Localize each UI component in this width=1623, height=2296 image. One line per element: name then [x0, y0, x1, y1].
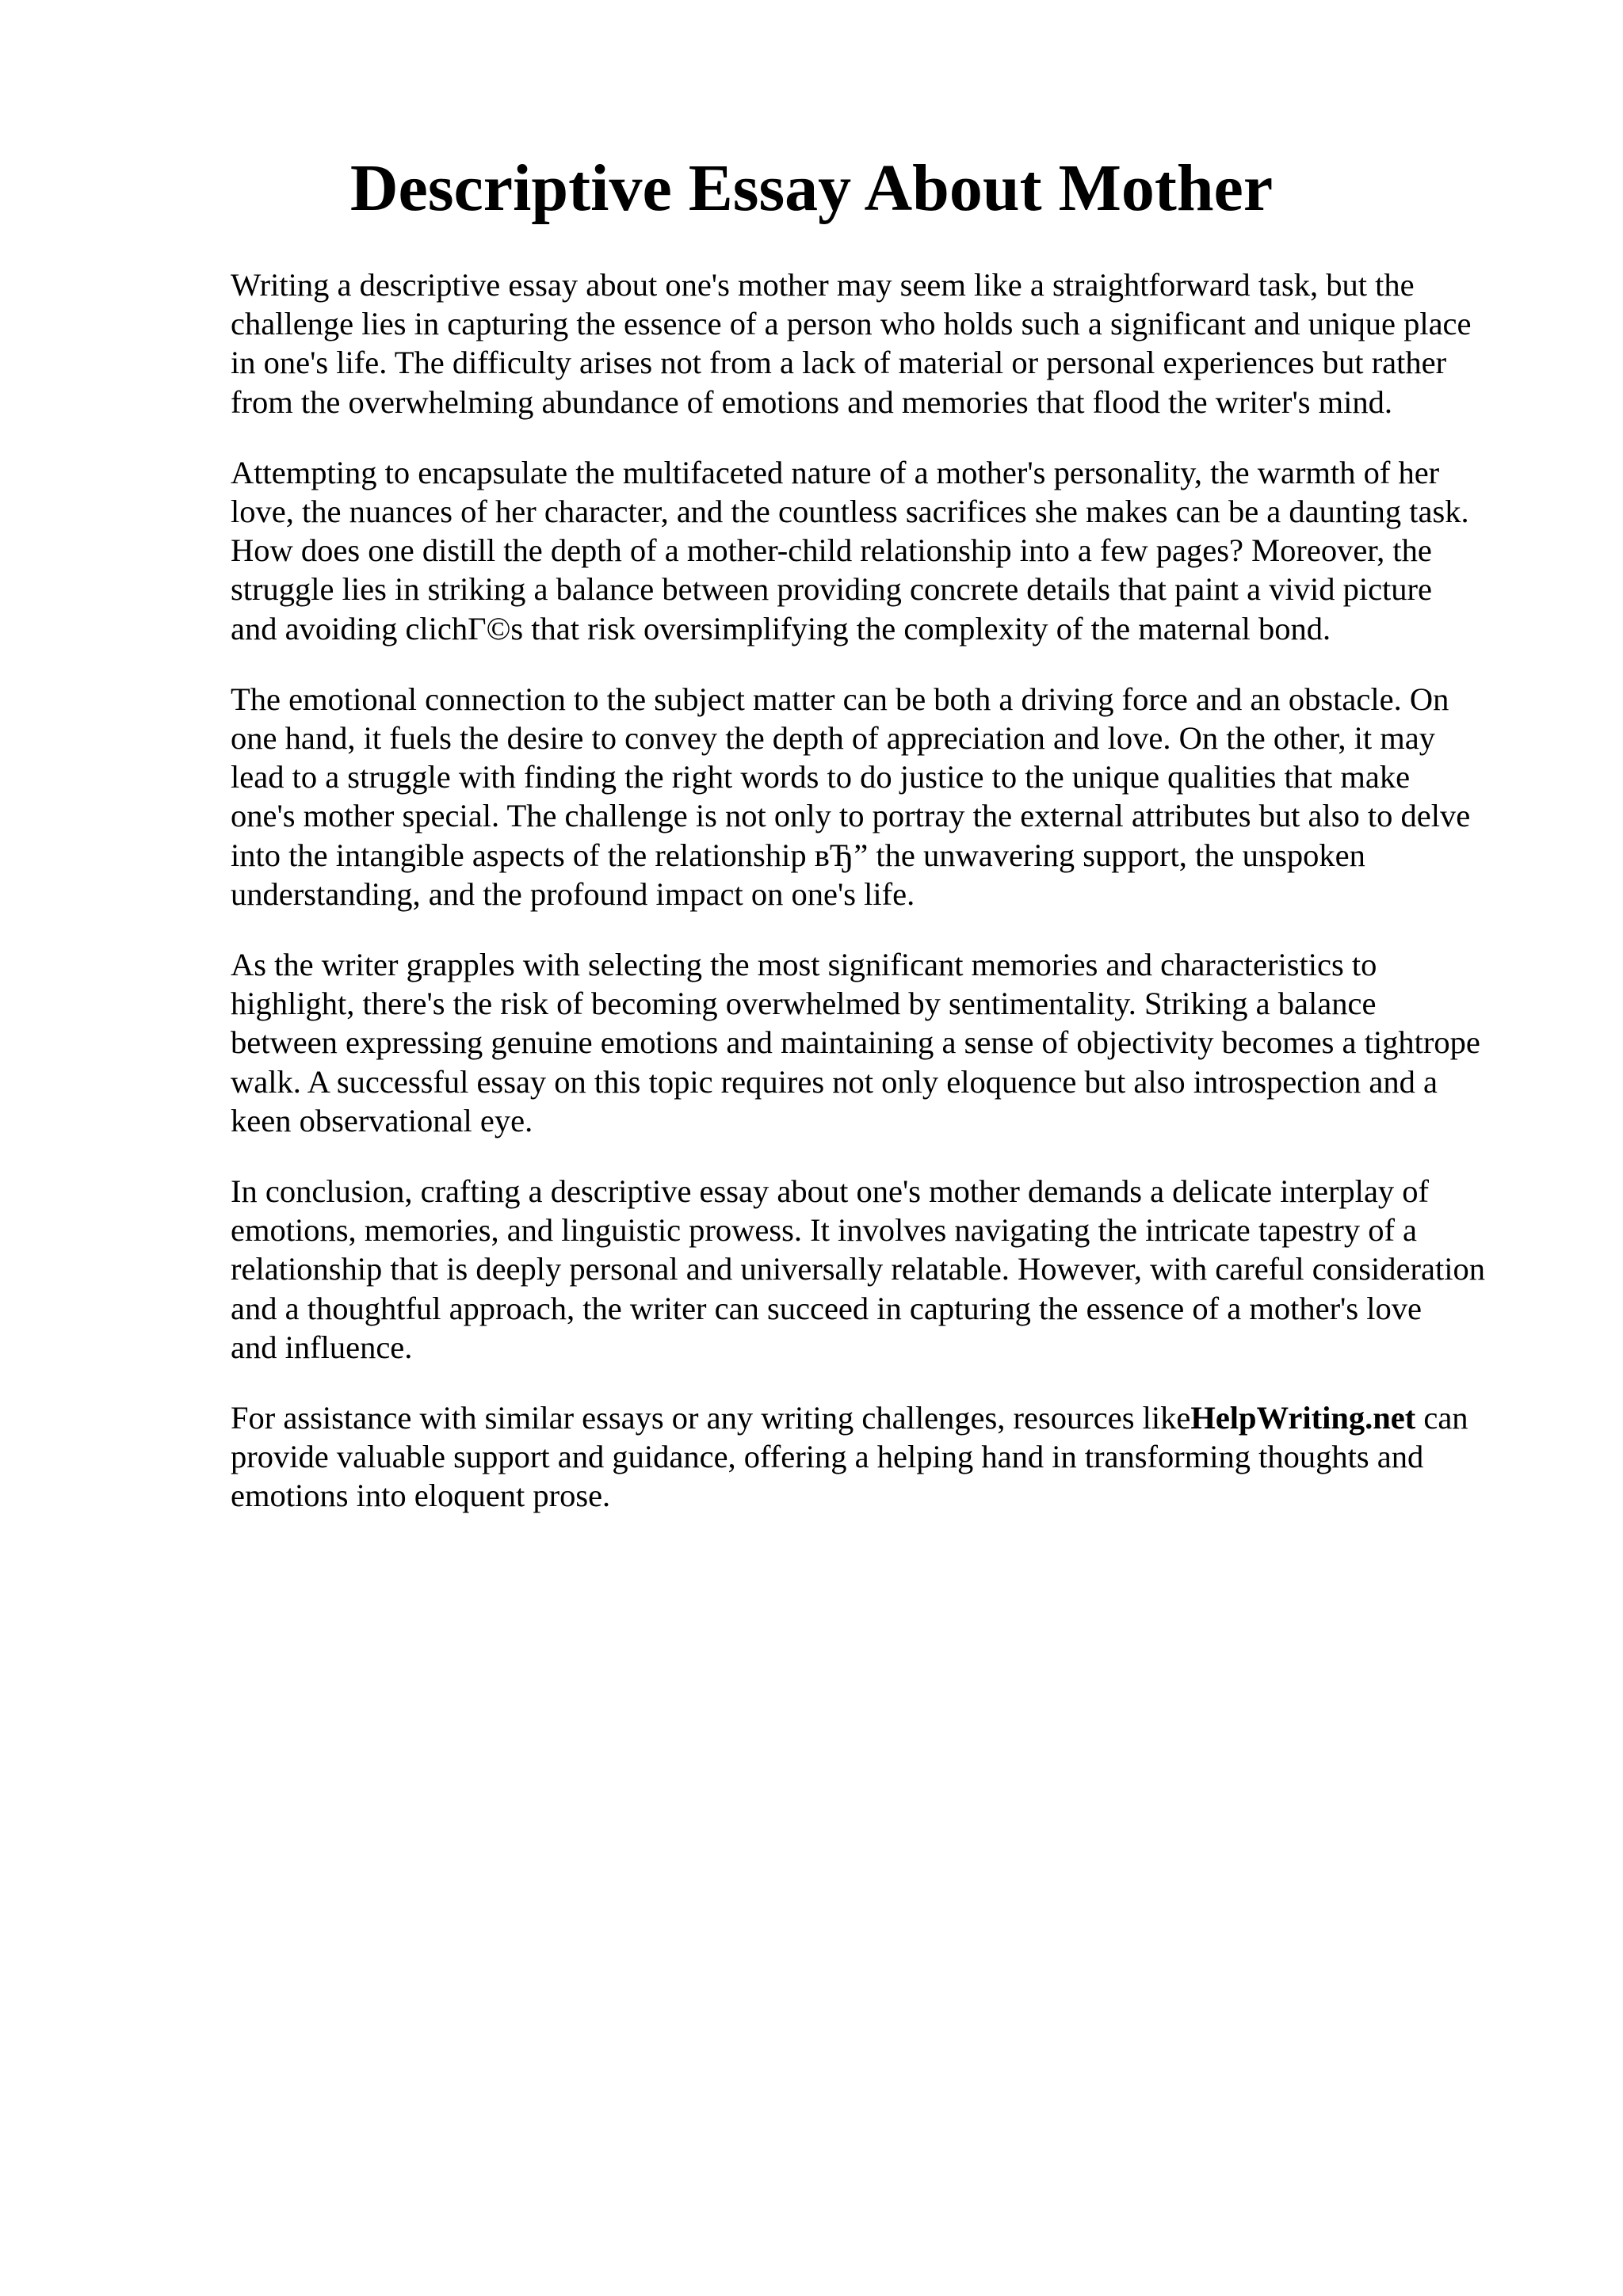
paragraph-line: and avoiding clichГ©s that risk oversimplifying the complexity of the maternal bond.: [231, 610, 1331, 646]
paragraph-line: challenge lies in capturing the essence of a person who holds such a significant and unique place: [231, 306, 1472, 342]
closing-line-3: emotions into eloquent prose.: [231, 1478, 611, 1514]
paragraph-line: and a thoughtful approach, the writer can succeed in capturing the essence of a mother's love: [231, 1290, 1422, 1326]
paragraph-line: into the intangible aspects of the relationship вЂ” the unwavering support, the unspoken: [231, 837, 1365, 873]
closing-paragraph: [231, 1398, 1562, 1516]
paragraph-line: relationship that is deeply personal and universally relatable. However, with careful consideration: [231, 1251, 1485, 1287]
paragraph-line: As the writer grapples with selecting the most significant memories and characteristics to: [231, 947, 1377, 983]
paragraph-line: In conclusion, crafting a descriptive essay about one's mother demands a delicate interplay of: [231, 1173, 1430, 1210]
closing-line-1: [231, 1398, 1562, 1437]
document-title: Descriptive Essay About Mother: [349, 151, 1274, 225]
paragraph-line: emotions, memories, and linguistic prowess. It involves navigating the intricate tapestry of a: [231, 1212, 1418, 1249]
paragraph-line: Attempting to encapsulate the multifaceted nature of a mother's personality, the warmth of her: [231, 454, 1440, 490]
paragraph-line: The emotional connection to the subject matter can be both a driving force and an obstacle. On: [231, 681, 1449, 717]
document-body: [231, 265, 1562, 1547]
closing-text: For assistance with similar essays or any writing challenges, resources like: [231, 1400, 1191, 1436]
paragraph-4: [231, 945, 1562, 1140]
paragraph-line: walk. A successful essay on this topic requires not only eloquence but also introspection and a: [231, 1063, 1438, 1100]
closing-line-2: provide valuable support and guidance, offering a helping hand in transforming thoughts and: [231, 1439, 1424, 1475]
paragraph-line: and influence.: [231, 1329, 413, 1365]
paragraph-line: one's mother special. The challenge is not only to portray the external attributes but also to delve: [231, 798, 1471, 834]
paragraph-3: [231, 680, 1562, 913]
paragraph-line: lead to a struggle with finding the right words to do justice to the unique qualities that make: [231, 759, 1411, 795]
paragraph-line: one hand, it fuels the desire to convey the depth of appreciation and love. On the other, it may: [231, 720, 1436, 757]
helpwriting-link[interactable]: HelpWriting.net: [1190, 1400, 1416, 1436]
paragraph-5: [231, 1172, 1562, 1367]
closing-text: can: [1415, 1400, 1468, 1436]
paragraph-line: in one's life. The difficulty arises not from a lack of material or personal experiences but rather: [231, 345, 1447, 381]
paragraph-line: love, the nuances of her character, and the countless sacrifices she makes can be a daunting task.: [231, 494, 1469, 530]
paragraph-line: between expressing genuine emotions and maintaining a sense of objectivity becomes a tightrope: [231, 1024, 1480, 1061]
paragraph-line: struggle lies in striking a balance between providing concrete details that paint a vivid picture: [231, 571, 1433, 608]
paragraph-line: keen observational eye.: [231, 1102, 533, 1138]
paragraph-line: highlight, there's the risk of becoming overwhelmed by sentimentality. Striking a balance: [231, 986, 1377, 1022]
paragraph-line: How does one distill the depth of a mother-child relationship into a few pages? Moreover, the: [231, 532, 1432, 569]
paragraph-line: understanding, and the profound impact on one's life.: [231, 875, 915, 912]
paragraph-line: Writing a descriptive essay about one's mother may seem like a straightforward task, but the: [231, 267, 1415, 303]
paragraph-1: [231, 265, 1562, 421]
paragraph-line: from the overwhelming abundance of emotions and memories that flood the writer's mind.: [231, 383, 1393, 420]
paragraph-2: [231, 453, 1562, 648]
